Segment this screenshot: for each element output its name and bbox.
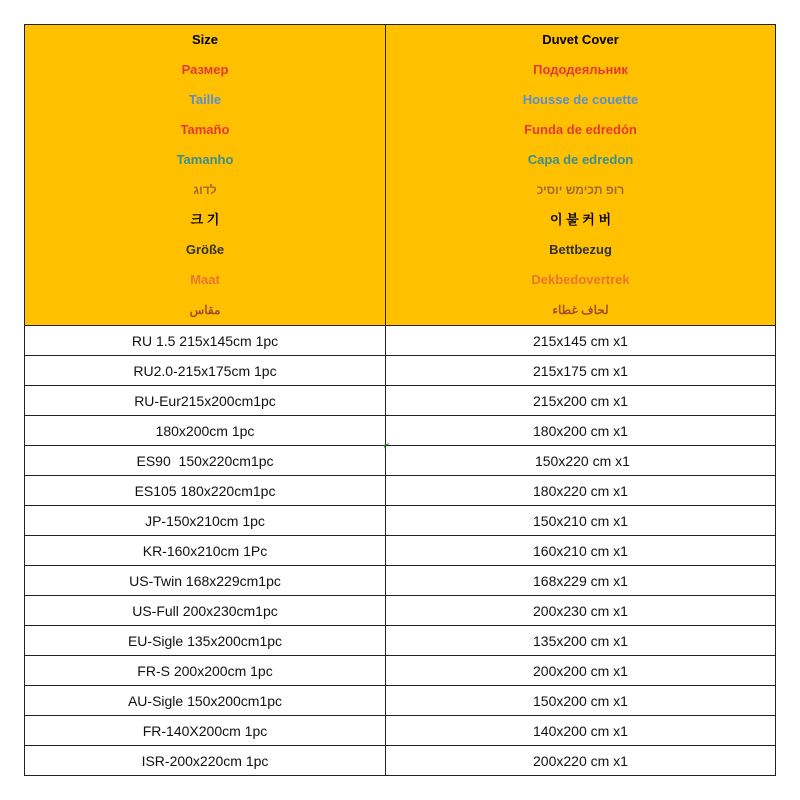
size-chart-table xyxy=(24,24,776,776)
table-row xyxy=(25,566,776,596)
cover-cell: 168x229 cm x1 xyxy=(386,566,776,596)
table-row xyxy=(25,716,776,746)
cover-header-line: Bettbezug xyxy=(549,242,612,257)
size-cell: FR-S 200x200cm 1pc xyxy=(25,656,386,686)
cover-header-line: Capa de edredon xyxy=(527,152,634,167)
size-cell: ES105 180x220cm1pc xyxy=(25,476,386,506)
size-cell: EU-Sigle 135x200cm1pc xyxy=(25,626,386,656)
cover-header-cell xyxy=(386,25,776,326)
table-row xyxy=(25,626,776,656)
cover-cell: 180x220 cm x1 xyxy=(386,476,776,506)
size-header-line: Größe xyxy=(185,242,225,257)
size-header-line: Tamanho xyxy=(176,152,234,167)
size-cell: FR-140X200cm 1pc xyxy=(25,716,386,746)
cover-header-line: لحاف غطاء xyxy=(552,303,609,317)
header-row xyxy=(25,25,776,326)
cover-header-line: Duvet Cover xyxy=(542,32,619,47)
size-header-line: Tamaño xyxy=(180,122,230,137)
cover-cell: 150x220 cm x1 xyxy=(386,446,776,476)
size-header-line: Maat xyxy=(190,272,220,287)
size-cell: RU2.0-215x175cm 1pc xyxy=(25,356,386,386)
cover-cell: 135x200 cm x1 xyxy=(386,626,776,656)
table-row xyxy=(25,356,776,386)
cover-header-line: רוּפ תכימש יוסיכ xyxy=(536,183,625,197)
table-row xyxy=(25,596,776,626)
cover-header-line: 이 불 커 버 xyxy=(549,212,612,227)
cover-cell: 200x230 cm x1 xyxy=(386,596,776,626)
size-cell: US-Full 200x230cm1pc xyxy=(25,596,386,626)
size-header-line: Size xyxy=(191,32,218,47)
table-row xyxy=(25,326,776,356)
size-header-line: مقاس xyxy=(189,303,221,317)
cover-cell: 215x175 cm x1 xyxy=(386,356,776,386)
table-row xyxy=(25,386,776,416)
size-header-line: Размер xyxy=(181,62,229,77)
cover-cell: 150x210 cm x1 xyxy=(386,506,776,536)
table-row xyxy=(25,476,776,506)
size-header-cell xyxy=(25,25,386,326)
cover-cell: 180x200 cm x1 xyxy=(386,416,776,446)
cover-cell: 200x200 cm x1 xyxy=(386,656,776,686)
table-row xyxy=(25,746,776,776)
cover-cell: 150x200 cm x1 xyxy=(386,686,776,716)
size-cell: AU-Sigle 150x200cm1pc xyxy=(25,686,386,716)
size-cell: ES90 150x220cm1pc xyxy=(25,446,386,476)
table-row xyxy=(25,506,776,536)
size-cell: RU-Eur215x200cm1pc xyxy=(25,386,386,416)
table-row xyxy=(25,536,776,566)
size-header-line: לדוג xyxy=(193,183,217,197)
size-cell: RU 1.5 215x145cm 1pc xyxy=(25,326,386,356)
cover-cell: 140x200 cm x1 xyxy=(386,716,776,746)
table-row xyxy=(25,656,776,686)
size-header-line: 크 기 xyxy=(190,212,220,227)
size-cell: 180x200cm 1pc xyxy=(25,416,386,446)
cover-header-line: Housse de couette xyxy=(522,92,639,107)
cover-cell: 215x145 cm x1 xyxy=(386,326,776,356)
cover-header-line: Funda de edredón xyxy=(524,122,637,137)
size-cell: JP-150x210cm 1pc xyxy=(25,506,386,536)
size-cell: ISR-200x220cm 1pc xyxy=(25,746,386,776)
cover-header-line: Пододеяльник xyxy=(533,62,628,77)
cover-cell: 200x220 cm x1 xyxy=(386,746,776,776)
cover-cell: 215x200 cm x1 xyxy=(386,386,776,416)
cover-header-line: Dekbedovertrek xyxy=(531,272,630,287)
size-cell: KR-160x210cm 1Pc xyxy=(25,536,386,566)
cover-cell: 160x210 cm x1 xyxy=(386,536,776,566)
size-cell: US-Twin 168x229cm1pc xyxy=(25,566,386,596)
table-row xyxy=(25,686,776,716)
size-header-line: Taille xyxy=(188,92,222,107)
table-row xyxy=(25,446,776,476)
table-row xyxy=(25,416,776,446)
